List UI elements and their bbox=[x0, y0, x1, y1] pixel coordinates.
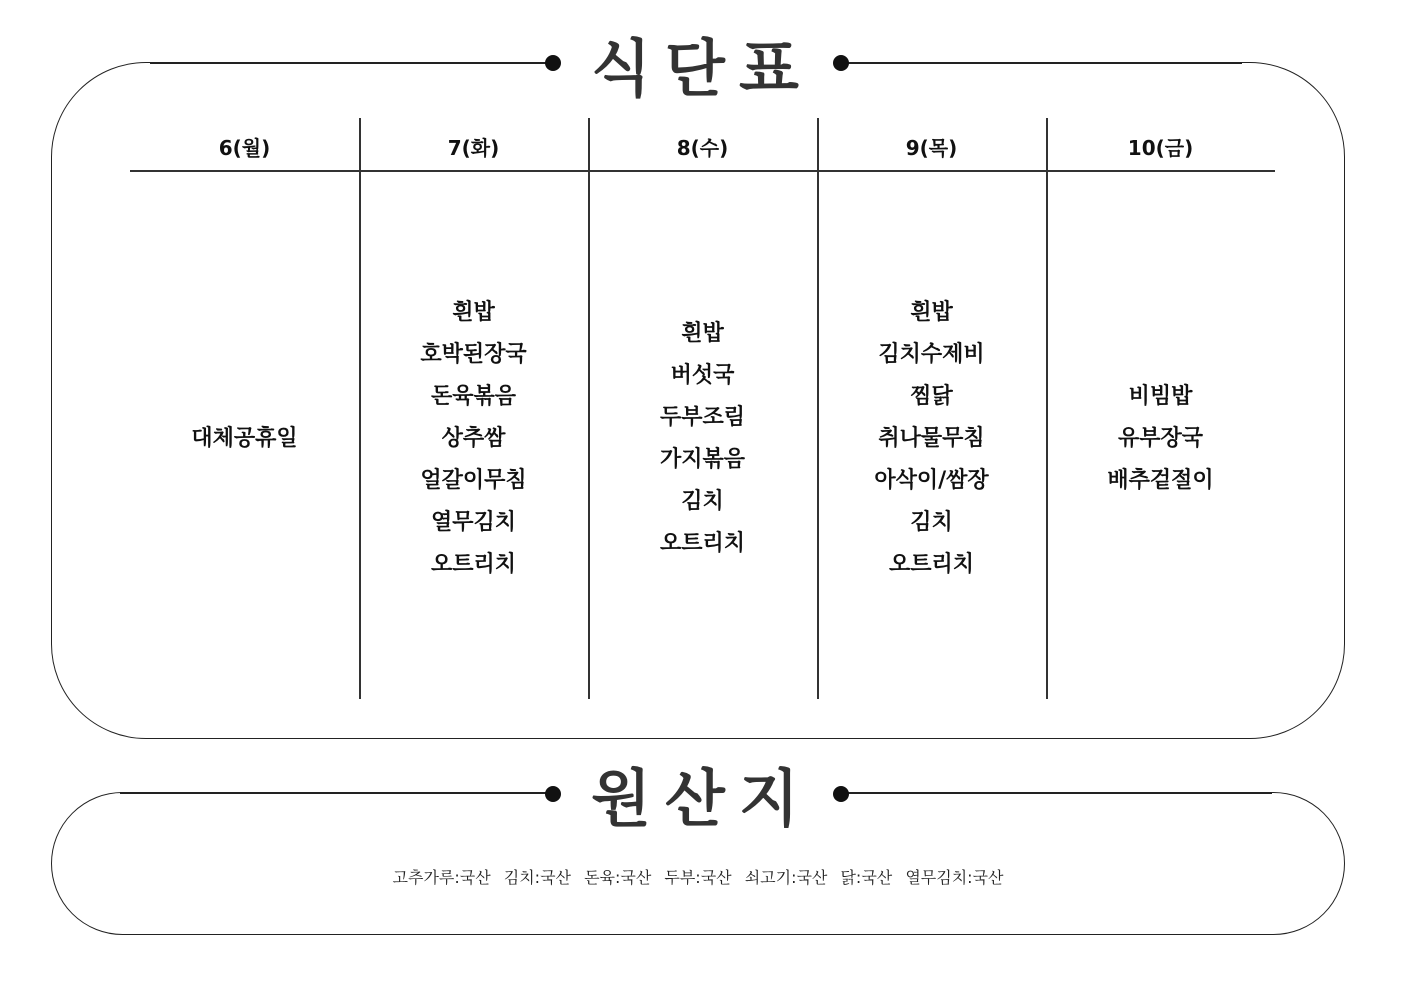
menu-item: 두부조림 bbox=[659, 404, 745, 430]
day-header-mon: 6(월) bbox=[218, 135, 271, 160]
menu-item: 오트리치 bbox=[430, 551, 516, 577]
header-divider bbox=[130, 170, 1275, 172]
menu-item: 가지볶음 bbox=[659, 446, 745, 472]
menu-title: 식단표 bbox=[591, 32, 813, 105]
origin-item: 돈육:국산 bbox=[584, 868, 652, 887]
menu-item: 상추쌈 bbox=[441, 425, 506, 451]
origin-item: 고추가루:국산 bbox=[392, 868, 491, 887]
day-header-fri: 10(금) bbox=[1127, 135, 1194, 160]
origin-title: 원산지 bbox=[591, 762, 813, 835]
menu-item: 흰밥 bbox=[452, 299, 495, 325]
origin-title-rule-right bbox=[842, 792, 1272, 794]
origin-item: 닭:국산 bbox=[840, 868, 893, 887]
day-menu-tue bbox=[359, 178, 588, 699]
menu-item: 오트리치 bbox=[888, 551, 974, 577]
day-header-wed: 8(수) bbox=[676, 135, 729, 160]
day-menu-fri bbox=[1046, 178, 1275, 699]
menu-title-rule-right bbox=[842, 62, 1242, 64]
menu-item: 비빔밥 bbox=[1128, 383, 1193, 409]
day-menu-mon bbox=[130, 178, 359, 699]
origin-item: 열무김치:국산 bbox=[905, 868, 1004, 887]
origin-item: 김치:국산 bbox=[503, 868, 571, 887]
origin-item: 쇠고기:국산 bbox=[744, 868, 828, 887]
day-menu-thu bbox=[817, 178, 1046, 699]
menu-item: 아삭이/쌈장 bbox=[874, 467, 989, 493]
menu-item: 유부장국 bbox=[1117, 425, 1203, 451]
origin-title-dot-right bbox=[833, 786, 849, 802]
origin-list bbox=[51, 865, 1345, 888]
menu-item: 열무김치 bbox=[430, 509, 516, 535]
menu-item: 김치 bbox=[910, 509, 953, 535]
origin-title-dot-left bbox=[545, 786, 561, 802]
menu-item: 김치수제비 bbox=[878, 341, 985, 367]
menu-title-dot-right bbox=[833, 55, 849, 71]
menu-item: 돈육볶음 bbox=[430, 383, 516, 409]
menu-item: 대체공휴일 bbox=[191, 425, 298, 451]
day-header-tue: 7(화) bbox=[447, 135, 500, 160]
menu-item: 오트리치 bbox=[659, 530, 745, 556]
origin-title-rule-left bbox=[120, 792, 554, 794]
menu-title-rule-left bbox=[150, 62, 554, 64]
menu-item: 흰밥 bbox=[910, 299, 953, 325]
menu-table bbox=[130, 118, 1275, 699]
menu-item: 취나물무침 bbox=[878, 425, 985, 451]
menu-item: 얼갈이무침 bbox=[420, 467, 527, 493]
day-header-thu: 9(목) bbox=[905, 135, 958, 160]
menu-item: 호박된장국 bbox=[420, 341, 527, 367]
origin-item: 두부:국산 bbox=[664, 868, 732, 887]
menu-item: 김치 bbox=[681, 488, 724, 514]
day-menu-wed bbox=[588, 178, 817, 699]
menu-title-dot-left bbox=[545, 55, 561, 71]
menu-item: 흰밥 bbox=[681, 320, 724, 346]
menu-item: 배추겉절이 bbox=[1107, 467, 1214, 493]
menu-item: 찜닭 bbox=[910, 383, 953, 409]
menu-item: 버섯국 bbox=[670, 362, 735, 388]
